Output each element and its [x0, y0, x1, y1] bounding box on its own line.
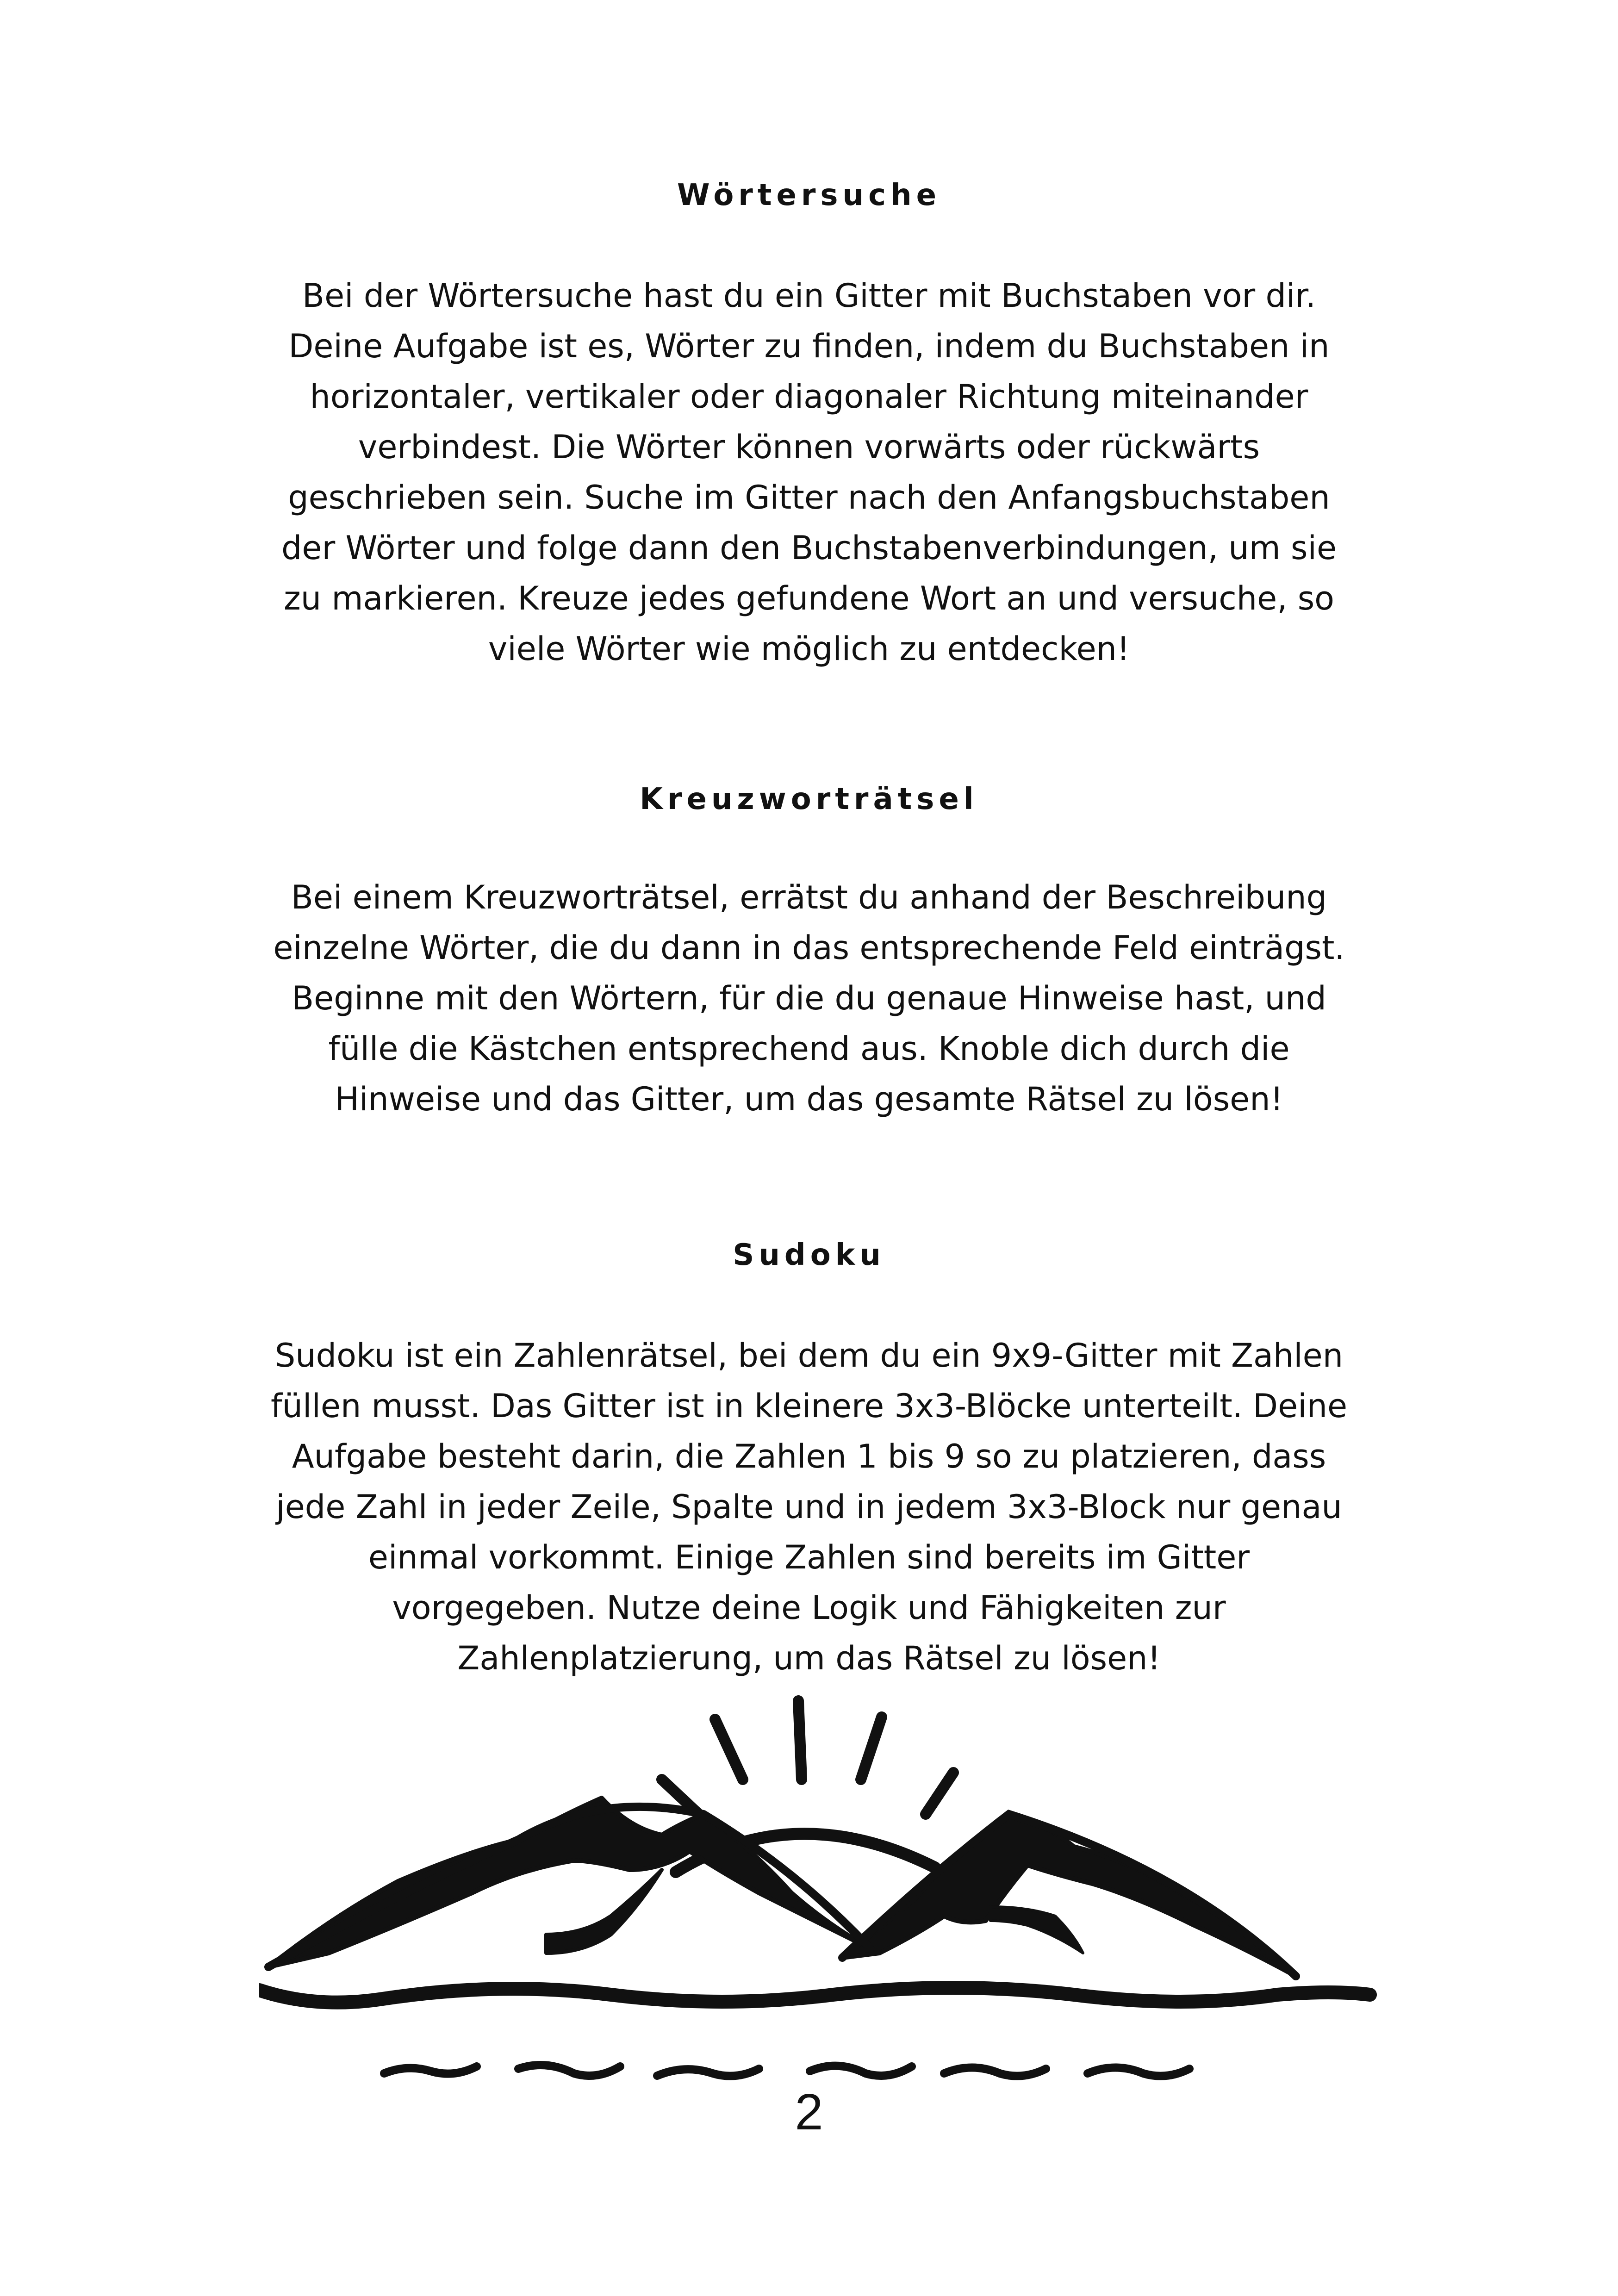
text-line: fülle die Kästchen entsprechend aus. Knoble dich durch die	[328, 1030, 1290, 1068]
shore-line	[259, 1988, 1370, 2003]
text-line: verbindest. Die Wörter können vorwärts oder rückwärts	[358, 428, 1260, 466]
sun-ray	[715, 1719, 743, 1780]
text-line: Deine Aufgabe ist es, Wörter zu finden, indem du Buchstaben in	[288, 327, 1330, 365]
section-heading-sudoku: Sudoku	[733, 1238, 885, 1272]
text-line: viele Wörter wie möglich zu entdecken!	[488, 630, 1130, 668]
text-line: Hinweise und das Gitter, um das gesamte Rätsel zu lösen!	[335, 1080, 1283, 1118]
page-number: 2	[795, 2084, 823, 2140]
text-line: Bei der Wörtersuche hast du ein Gitter mit Buchstaben vor dir.	[302, 277, 1316, 315]
section-text-sudoku	[250, 1331, 1368, 1684]
section-text-kreuzwortraetsel	[250, 872, 1368, 1125]
text-line: Beginne mit den Wörtern, für die du genaue Hinweise hast, und	[292, 979, 1326, 1017]
sun-ray	[926, 1773, 953, 1814]
text-line: Zahlenplatzierung, um das Rätsel zu lösen!	[457, 1639, 1161, 1677]
section-heading-kreuzwortraetsel: Kreuzworträtsel	[640, 782, 978, 816]
text-line: horizontaler, vertikaler oder diagonaler Richtung miteinander	[310, 378, 1308, 416]
sun-ray	[798, 1701, 802, 1780]
wave-line	[1088, 2068, 1189, 2076]
text-line: Bei einem Kreuzworträtsel, errätst du anhand der Beschreibung	[291, 878, 1327, 916]
sun-ray	[861, 1717, 882, 1780]
text-line: Aufgabe besteht darin, die Zahlen 1 bis 9 so zu platzieren, dass	[292, 1437, 1326, 1475]
text-line: vorgegeben. Nutze deine Logik und Fähigkeiten zur	[392, 1589, 1226, 1627]
sun-rays	[662, 1701, 953, 1814]
text-line: zu markieren. Kreuze jedes gefundene Wort an und versuche, so	[283, 579, 1335, 617]
text-line: der Wörter und folge dann den Buchstabenverbindungen, um sie	[281, 529, 1337, 567]
text-line: geschrieben sein. Suche im Gitter nach den Anfangsbuchstaben	[288, 479, 1330, 516]
wave-line	[657, 2069, 759, 2076]
wave-line	[944, 2068, 1046, 2076]
wave-line	[518, 2065, 620, 2076]
mountains-sunrise-icon	[259, 1675, 1388, 2101]
text-line: einzelne Wörter, die du dann in das entsprechende Feld einträgst.	[273, 929, 1345, 967]
text-line: füllen musst. Das Gitter ist in kleinere 3x3-Blöcke unterteilt. Deine	[270, 1387, 1348, 1425]
text-line: jede Zahl in jeder Zeile, Spalte und in jedem 3x3-Block nur genau	[276, 1488, 1342, 1526]
wave-line	[810, 2066, 912, 2076]
wave-line	[384, 2066, 477, 2074]
section-text-woertersuche	[250, 271, 1368, 674]
text-line: einmal vorkommt. Einige Zahlen sind bereits im Gitter	[368, 1538, 1250, 1576]
text-line: Sudoku ist ein Zahlenrätsel, bei dem du ein 9x9-Gitter mit Zahlen	[274, 1337, 1344, 1375]
section-heading-woertersuche: Wörtersuche	[677, 178, 941, 212]
water-waves	[384, 2065, 1189, 2076]
